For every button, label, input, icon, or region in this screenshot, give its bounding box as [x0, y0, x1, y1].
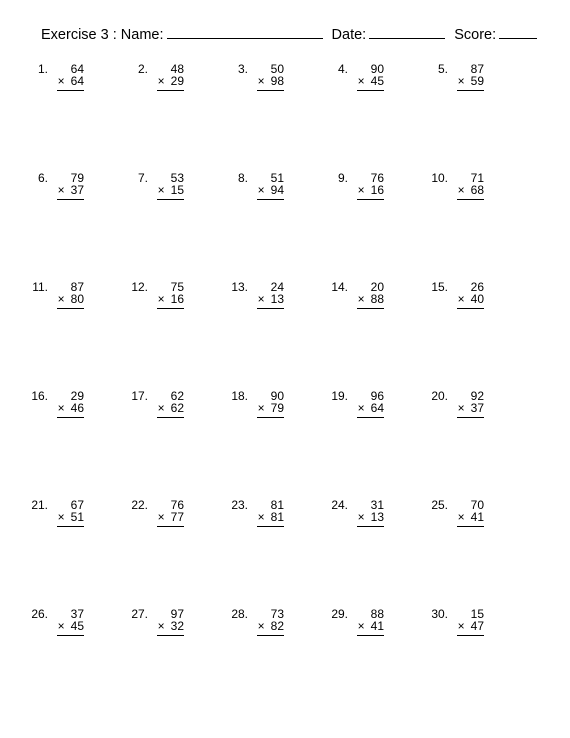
multiply-sign: ×	[157, 74, 165, 88]
problem-2	[122, 62, 212, 102]
multiply-sign: ×	[357, 74, 365, 88]
multiply-sign: ×	[257, 619, 265, 633]
multiply-sign: ×	[357, 619, 365, 633]
multiplicand: 15	[470, 607, 484, 621]
multiplier: 32	[170, 619, 184, 633]
multiplier-row	[244, 619, 284, 633]
answer-line[interactable]	[257, 90, 284, 91]
problem-30	[422, 607, 512, 647]
problem-number: 19.	[331, 389, 348, 403]
problem-18	[222, 389, 312, 429]
answer-line[interactable]	[257, 308, 284, 309]
multiplier: 88	[370, 292, 384, 306]
answer-line[interactable]	[57, 199, 84, 200]
problem-11	[22, 280, 112, 320]
problem-10	[422, 171, 512, 211]
answer-line[interactable]	[57, 417, 84, 418]
problem-19	[322, 389, 412, 429]
multiply-sign: ×	[57, 292, 65, 306]
multiplicand: 76	[370, 171, 384, 185]
multiplier: 68	[470, 183, 484, 197]
problem-number: 2.	[137, 62, 148, 76]
answer-line[interactable]	[457, 90, 484, 91]
answer-line[interactable]	[357, 635, 384, 636]
multiplier: 98	[270, 74, 284, 88]
problem-number: 15.	[431, 280, 448, 294]
multiplier-row	[444, 619, 484, 633]
problem-15	[422, 280, 512, 320]
multiplier-row	[244, 510, 284, 524]
answer-line[interactable]	[457, 417, 484, 418]
answer-line[interactable]	[57, 90, 84, 91]
multiplicand: 88	[370, 607, 384, 621]
problem-24	[322, 498, 412, 538]
multiply-sign: ×	[57, 510, 65, 524]
multiplier-row	[44, 292, 84, 306]
multiplier-row	[44, 510, 84, 524]
answer-line[interactable]	[357, 526, 384, 527]
answer-line[interactable]	[257, 526, 284, 527]
multiply-sign: ×	[357, 292, 365, 306]
multiplier-row	[344, 292, 384, 306]
answer-line[interactable]	[257, 635, 284, 636]
multiplicand: 71	[470, 171, 484, 185]
multiplier: 15	[170, 183, 184, 197]
multiply-sign: ×	[457, 619, 465, 633]
multiplier: 37	[70, 183, 84, 197]
multiplicand: 97	[170, 607, 184, 621]
problem-number: 1.	[37, 62, 48, 76]
multiply-sign: ×	[357, 510, 365, 524]
problem-number: 18.	[231, 389, 248, 403]
problem-number: 8.	[237, 171, 248, 185]
multiplier-row	[344, 74, 384, 88]
answer-line[interactable]	[257, 199, 284, 200]
multiplier: 80	[70, 292, 84, 306]
multiplier-row	[244, 183, 284, 197]
problem-4	[322, 62, 412, 102]
problem-number: 23.	[231, 498, 248, 512]
multiplier-row	[44, 74, 84, 88]
problem-number: 4.	[337, 62, 348, 76]
multiplicand: 64	[70, 62, 84, 76]
answer-line[interactable]	[57, 635, 84, 636]
multiplier-row	[44, 401, 84, 415]
multiplicand: 92	[470, 389, 484, 403]
multiplier: 41	[470, 510, 484, 524]
problem-number: 10.	[431, 171, 448, 185]
multiplicand: 67	[70, 498, 84, 512]
multiplicand: 51	[270, 171, 284, 185]
multiplier: 64	[370, 401, 384, 415]
multiplier-row	[444, 510, 484, 524]
multiplicand: 90	[270, 389, 284, 403]
problem-number: 7.	[137, 171, 148, 185]
problem-1	[22, 62, 112, 102]
multiplier: 82	[270, 619, 284, 633]
problem-number: 9.	[337, 171, 348, 185]
multiplier-row	[44, 619, 84, 633]
multiplier: 51	[70, 510, 84, 524]
multiplier-row	[244, 74, 284, 88]
problem-7	[122, 171, 212, 211]
multiplicand: 87	[470, 62, 484, 76]
multiplier-row	[444, 74, 484, 88]
multiplier: 40	[470, 292, 484, 306]
multiplier-row	[444, 292, 484, 306]
answer-line[interactable]	[457, 526, 484, 527]
problem-number: 26.	[31, 607, 48, 621]
multiplicand: 96	[370, 389, 384, 403]
problem-17	[122, 389, 212, 429]
multiplicand: 26	[470, 280, 484, 294]
multiplier: 79	[270, 401, 284, 415]
multiply-sign: ×	[457, 183, 465, 197]
multiplicand: 20	[370, 280, 384, 294]
answer-line[interactable]	[457, 635, 484, 636]
answer-line[interactable]	[457, 199, 484, 200]
multiplier-row	[344, 619, 384, 633]
multiplier-row	[244, 401, 284, 415]
multiply-sign: ×	[357, 183, 365, 197]
multiplicand: 24	[270, 280, 284, 294]
multiply-sign: ×	[257, 401, 265, 415]
multiplicand: 81	[270, 498, 284, 512]
multiply-sign: ×	[57, 183, 65, 197]
multiply-sign: ×	[57, 619, 65, 633]
problem-number: 3.	[237, 62, 248, 76]
multiply-sign: ×	[157, 510, 165, 524]
problem-23	[222, 498, 312, 538]
multiply-sign: ×	[157, 401, 165, 415]
multiply-sign: ×	[57, 401, 65, 415]
answer-line[interactable]	[257, 417, 284, 418]
multiplier-row	[444, 183, 484, 197]
problem-number: 13.	[231, 280, 248, 294]
problem-9	[322, 171, 412, 211]
multiplicand: 90	[370, 62, 384, 76]
multiplier: 45	[70, 619, 84, 633]
multiplier-row	[144, 292, 184, 306]
answer-line[interactable]	[357, 417, 384, 418]
problem-number: 21.	[31, 498, 48, 512]
multiply-sign: ×	[157, 292, 165, 306]
multiplier-row	[344, 401, 384, 415]
answer-line[interactable]	[157, 635, 184, 636]
score-label: Score:	[454, 27, 497, 43]
multiplier: 81	[270, 510, 284, 524]
problem-21	[22, 498, 112, 538]
problem-25	[422, 498, 512, 538]
multiplicand: 70	[470, 498, 484, 512]
problem-number: 27.	[131, 607, 148, 621]
multiplier: 94	[270, 183, 284, 197]
multiplicand: 50	[270, 62, 284, 76]
problem-number: 25.	[431, 498, 448, 512]
multiply-sign: ×	[157, 183, 165, 197]
date-label: Date:	[331, 27, 367, 43]
problem-number: 11.	[32, 280, 48, 294]
answer-line[interactable]	[157, 90, 184, 91]
title-label: Exercise 3 : Name:	[41, 27, 164, 43]
multiplicand: 87	[70, 280, 84, 294]
multiplier: 13	[270, 292, 284, 306]
multiply-sign: ×	[257, 74, 265, 88]
problem-27	[122, 607, 212, 647]
multiplier-row	[144, 619, 184, 633]
problem-number: 22.	[131, 498, 148, 512]
answer-line[interactable]	[157, 199, 184, 200]
multiplier: 45	[370, 74, 384, 88]
problem-16	[22, 389, 112, 429]
problem-13	[222, 280, 312, 320]
problem-5	[422, 62, 512, 102]
multiplicand: 75	[170, 280, 184, 294]
answer-line[interactable]	[157, 417, 184, 418]
problem-number: 14.	[331, 280, 348, 294]
multiplier: 29	[170, 74, 184, 88]
multiplicand: 48	[170, 62, 184, 76]
problem-number: 24.	[331, 498, 348, 512]
multiplier: 16	[170, 292, 184, 306]
problem-number: 20.	[431, 389, 448, 403]
answer-line[interactable]	[157, 308, 184, 309]
multiply-sign: ×	[157, 619, 165, 633]
problem-28	[222, 607, 312, 647]
multiply-sign: ×	[257, 292, 265, 306]
multiplicand: 79	[70, 171, 84, 185]
multiplier: 47	[470, 619, 484, 633]
multiplier: 62	[170, 401, 184, 415]
answer-line[interactable]	[57, 308, 84, 309]
multiplier-row	[344, 183, 384, 197]
multiply-sign: ×	[457, 510, 465, 524]
multiplicand: 73	[270, 607, 284, 621]
multiplier: 41	[370, 619, 384, 633]
answer-line[interactable]	[357, 90, 384, 91]
problem-6	[22, 171, 112, 211]
answer-line[interactable]	[357, 199, 384, 200]
problem-number: 30.	[431, 607, 448, 621]
multiply-sign: ×	[457, 292, 465, 306]
multiplier: 46	[70, 401, 84, 415]
problem-3	[222, 62, 312, 102]
multiply-sign: ×	[457, 401, 465, 415]
multiplier-row	[144, 401, 184, 415]
multiply-sign: ×	[357, 401, 365, 415]
multiplier-row	[44, 183, 84, 197]
problem-number: 5.	[437, 62, 448, 76]
multiplier: 37	[470, 401, 484, 415]
answer-line[interactable]	[457, 308, 484, 309]
multiplier-row	[344, 510, 384, 524]
multiply-sign: ×	[457, 74, 465, 88]
multiplier-row	[144, 183, 184, 197]
problem-number: 6.	[37, 171, 48, 185]
multiply-sign: ×	[257, 183, 265, 197]
multiplier-row	[444, 401, 484, 415]
problem-29	[322, 607, 412, 647]
answer-line[interactable]	[57, 526, 84, 527]
problem-22	[122, 498, 212, 538]
multiplicand: 29	[70, 389, 84, 403]
multiplicand: 53	[170, 171, 184, 185]
multiplier: 13	[370, 510, 384, 524]
multiplier: 16	[370, 183, 384, 197]
problem-number: 29.	[331, 607, 348, 621]
problem-20	[422, 389, 512, 429]
problem-number: 17.	[131, 389, 148, 403]
multiplier-row	[144, 74, 184, 88]
multiply-sign: ×	[57, 74, 65, 88]
multiplier-row	[144, 510, 184, 524]
problem-12	[122, 280, 212, 320]
multiplier: 64	[70, 74, 84, 88]
multiplicand: 76	[170, 498, 184, 512]
problem-number: 28.	[231, 607, 248, 621]
problem-8	[222, 171, 312, 211]
problem-26	[22, 607, 112, 647]
multiplicand: 31	[370, 498, 384, 512]
multiplier-row	[244, 292, 284, 306]
answer-line[interactable]	[357, 308, 384, 309]
problem-number: 12.	[131, 280, 148, 294]
multiplicand: 62	[170, 389, 184, 403]
problem-number: 16.	[31, 389, 48, 403]
multiplier: 77	[170, 510, 184, 524]
multiplicand: 37	[70, 607, 84, 621]
problem-14	[322, 280, 412, 320]
multiplier: 59	[470, 74, 484, 88]
multiply-sign: ×	[257, 510, 265, 524]
answer-line[interactable]	[157, 526, 184, 527]
